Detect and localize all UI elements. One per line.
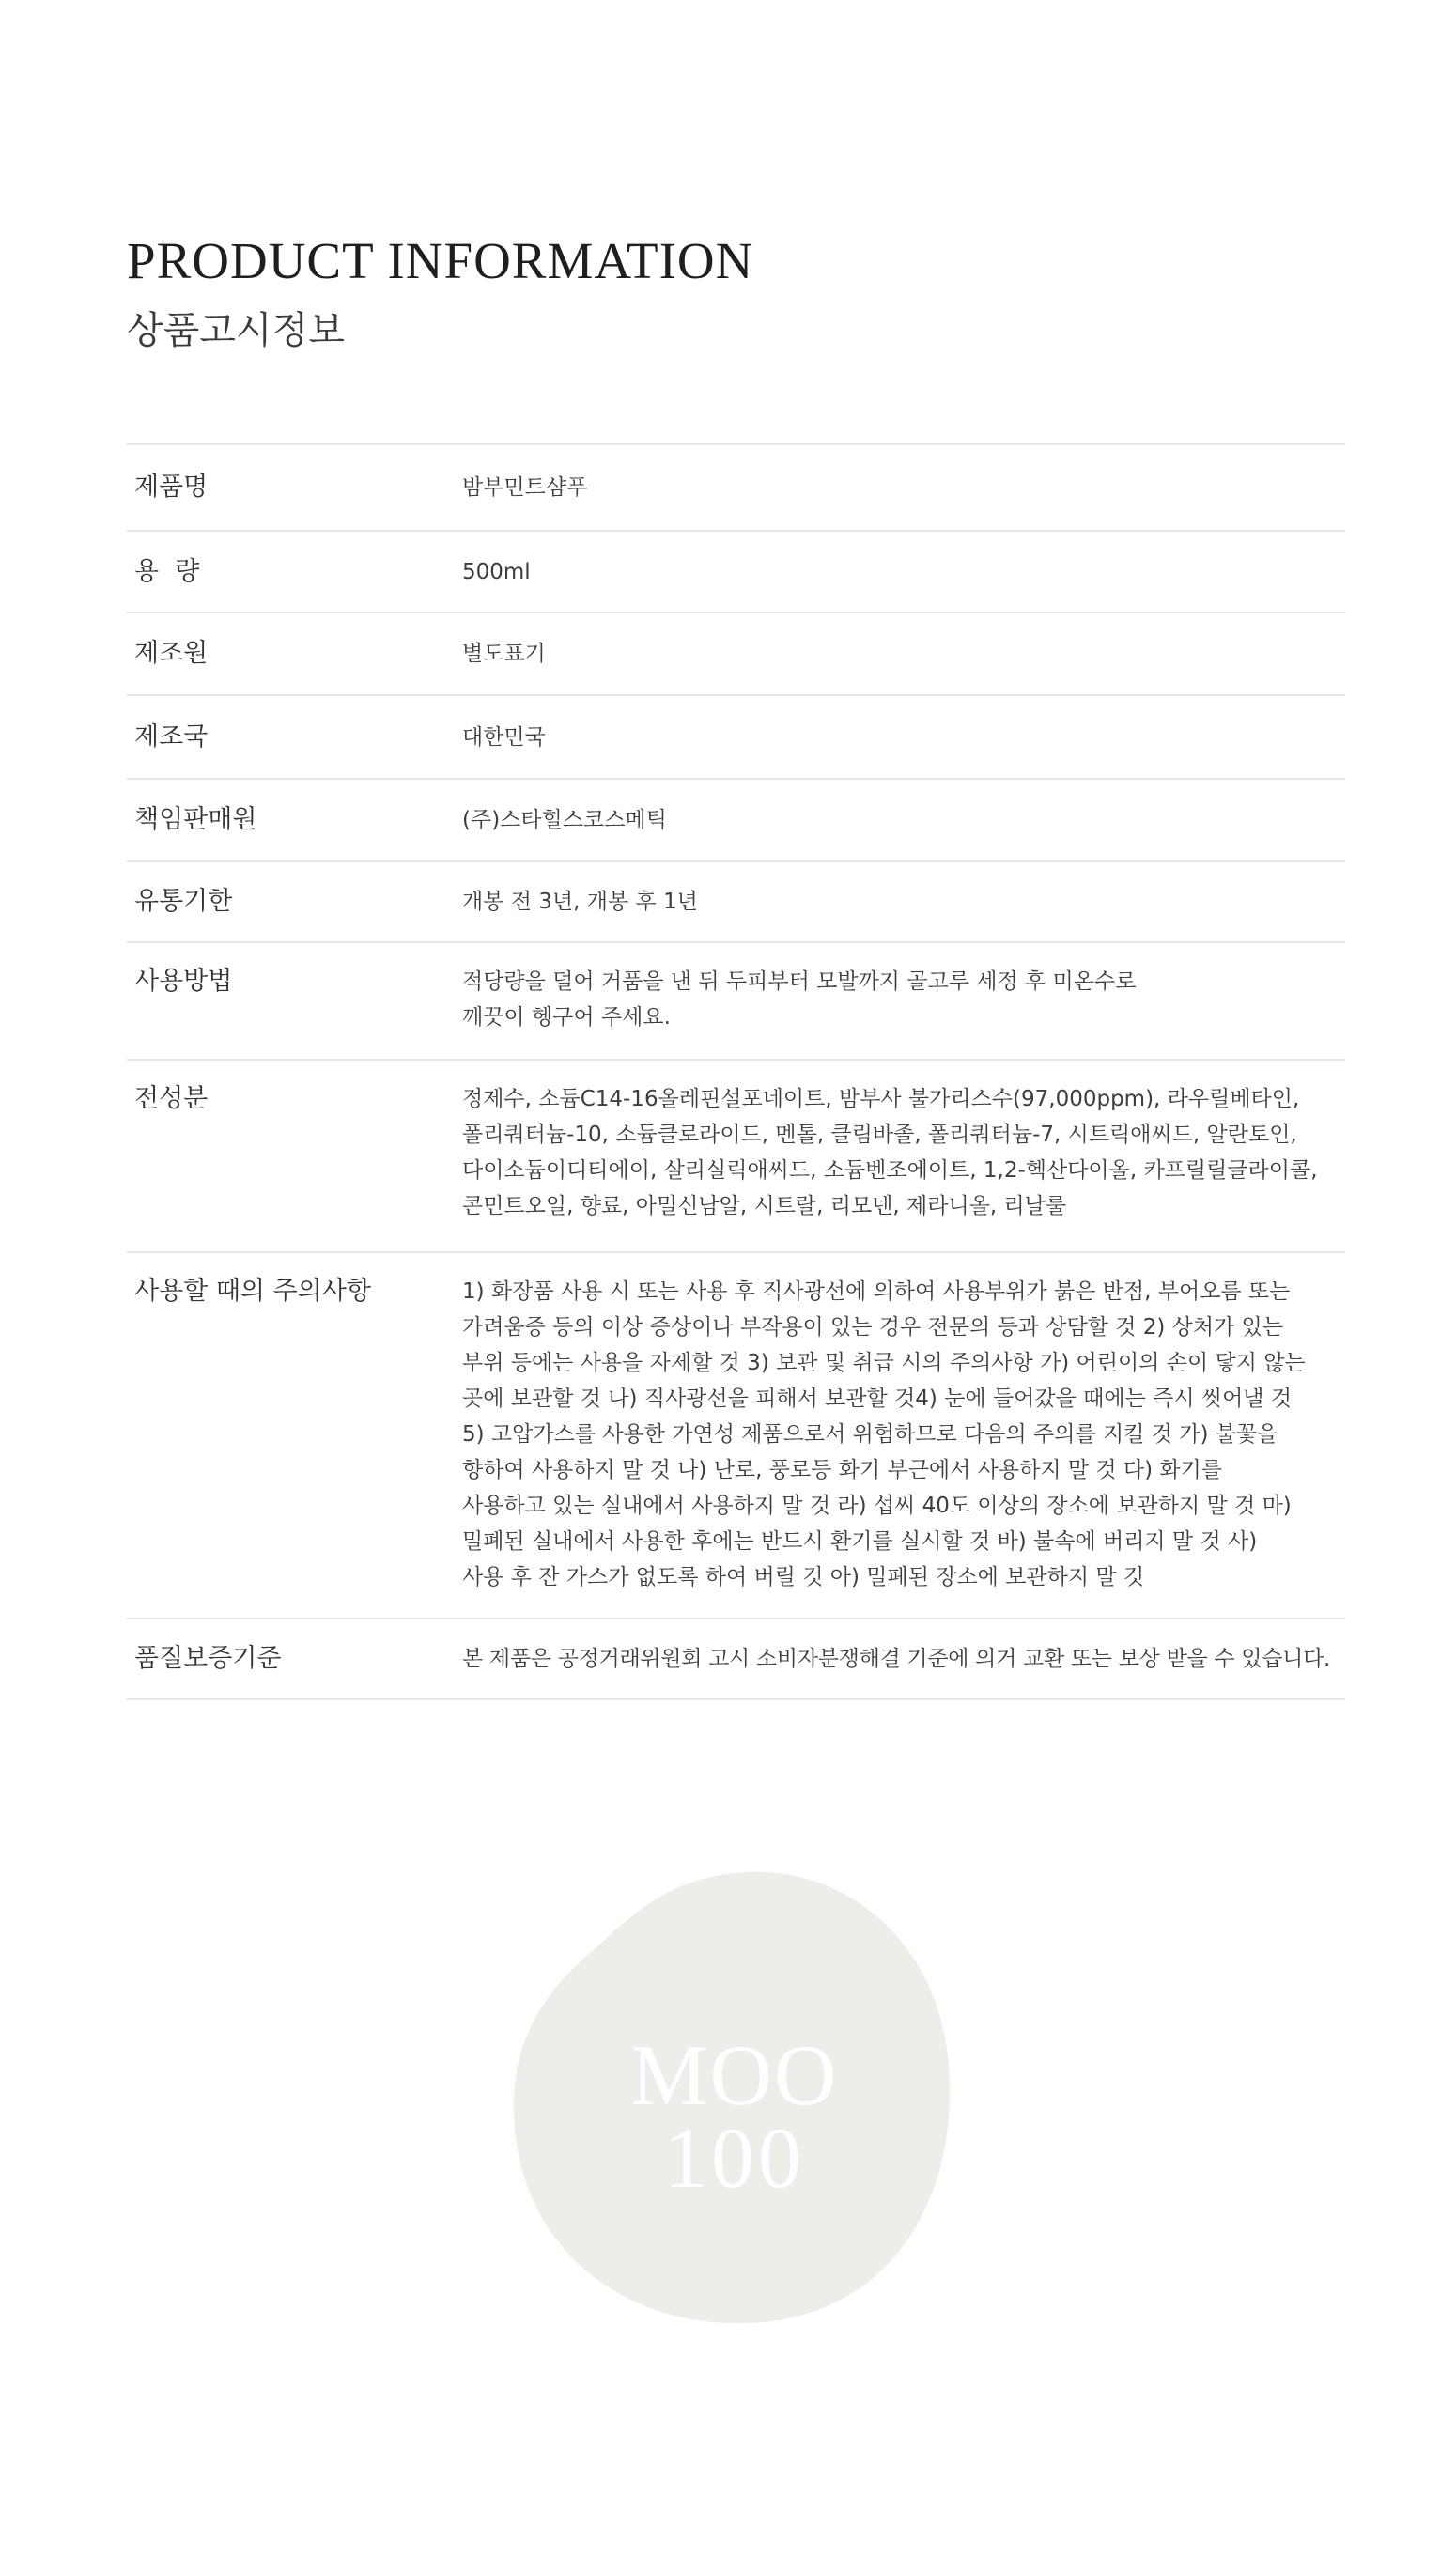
row-value: 적당량을 덜어 거품을 낸 뒤 두피부터 모발까지 골고루 세정 후 미온수로 깨끗이 헹구어 주세요. xyxy=(462,969,1137,1030)
page-title-en: PRODUCT INFORMATION xyxy=(127,232,754,289)
row-label: 제조원 xyxy=(134,639,209,668)
row-label: 제조국 xyxy=(134,721,209,752)
row-value: 개봉 전 3년, 개봉 후 1년 xyxy=(462,890,698,914)
row-label: 사용방법 xyxy=(134,967,233,996)
table-row-manufacturer xyxy=(127,613,1345,696)
logo-text-line1: MOO xyxy=(630,2027,839,2123)
row-label: 전성분 xyxy=(134,1084,209,1113)
table-row-country xyxy=(127,696,1345,780)
row-value: 500ml xyxy=(462,559,531,584)
table-row-quality-standard xyxy=(127,1619,1345,1700)
row-value: 본 제품은 공정거래위원회 고시 소비자분쟁해결 기준에 의거 교환 또는 보상 받을 수 있습니다. xyxy=(462,1647,1331,1671)
table-row-volume xyxy=(127,532,1345,613)
row-label: 유통기한 xyxy=(134,887,233,916)
row-value: (주)스타힐스코스메틱 xyxy=(462,808,667,832)
brand-logo xyxy=(512,1865,953,2325)
page-title-ko: 상품고시정보 xyxy=(127,309,345,352)
row-value: 정제수, 소듐C14-16올레핀설포네이트, 밤부사 불가리스수(97,000ppm), 라우릴베타인, 폴리쿼터늄-10, 소듐클로라이드, 멘톨, 클림바졸, 폴리쿼터늄-7, 시트릭애씨드, 알란토인, 다이소듐이디티에이, 살리실릭애씨드, 소듐벤조에이트, 1,2-헥산다이올, 카프릴릴글라이콜, 콘민트오일, 향료, 아밀신남알, 시트랄, 리모넨, 제라니올, 리날룰 xyxy=(462,1087,1318,1218)
row-value: 1) 화장품 사용 시 또는 사용 후 직사광선에 의하여 사용부위가 붉은 반점, 부어오름 또는 가려움증 등의 이상 증상이나 부작용이 있는 경우 전문의 등과 상담할 것 2) 상처가 있는 부위 등에는 사용을 자제할 것 3) 보관 및 취급 시의 주의사항 가) 어린이의 손이 닿지 않는 곳에 보관할 것 나) 직사광선을 피해서 보관할 것4) 눈에 들어갔을 때에는 즉시 씻어낼 것 5) 고압가스를 사용한 가연성 제품으로서 위험하므로 다음의 주의를 지킬 것 가) 불꽃을 향하여 사용하지 말 것 나) 난로, 풍로등 화기 부근에서 사용하지 말 것 다) 화기를 사용하고 있는 실내에서 사용하지 말 것 라) 섭씨 40도 이상의 장소에 보관하지 말 것 마) 밀폐된 실내에서 사용한 후에는 반드시 환기를 실시할 것 바) 불속에 버리지 말 것 사) 사용 후 잔 가스가 없도록 하여 버릴 것 아) 밀폐된 장소에 보관하지 말 것 xyxy=(462,1279,1306,1589)
row-value: 밤부민트샴푸 xyxy=(462,475,588,500)
logo-text-line2: 100 xyxy=(664,2110,805,2206)
table-row-usage xyxy=(127,943,1345,1061)
row-label: 제품명 xyxy=(134,473,209,502)
table-row-ingredients xyxy=(127,1061,1345,1253)
row-label: 품질보증기준 xyxy=(134,1644,282,1673)
product-info-table xyxy=(127,443,1345,1700)
table-row-expiry xyxy=(127,862,1345,943)
row-label: 용 량 xyxy=(134,556,200,586)
row-label: 사용할 때의 주의사항 xyxy=(134,1277,371,1306)
table-row-precautions xyxy=(127,1253,1345,1619)
table-row-product-name xyxy=(127,445,1345,532)
table-row-distributor xyxy=(127,780,1345,862)
row-value: 별도표기 xyxy=(462,642,546,666)
row-value: 대한민국 xyxy=(462,724,546,750)
row-label: 책임판매원 xyxy=(134,805,257,834)
